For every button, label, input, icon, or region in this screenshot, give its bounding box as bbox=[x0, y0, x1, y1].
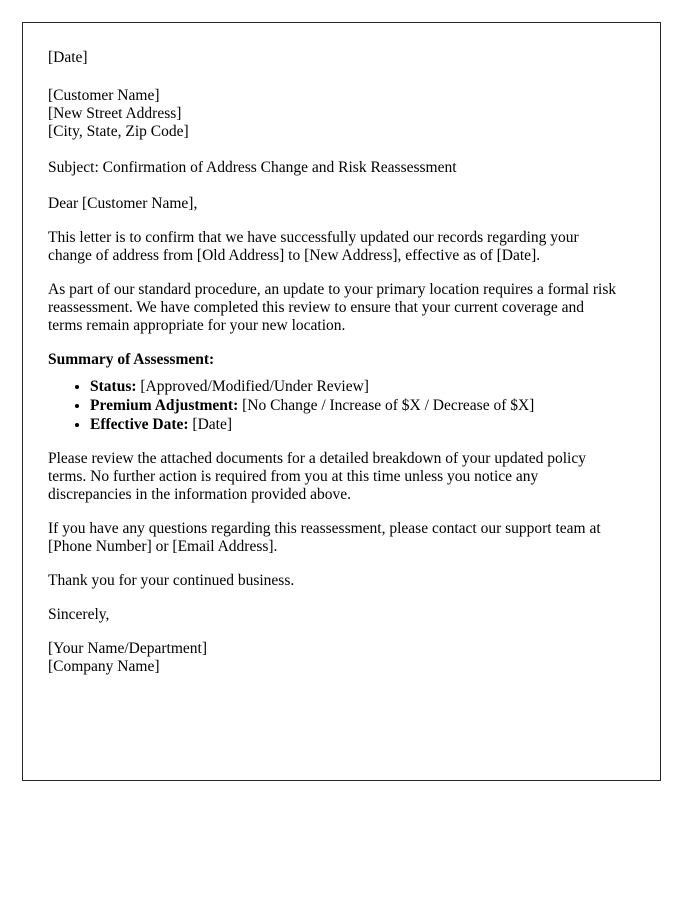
recipient-line-1: [Customer Name] bbox=[48, 87, 160, 104]
list-item bbox=[90, 396, 622, 415]
closing-line: Sincerely, bbox=[48, 606, 110, 623]
letter-body bbox=[23, 23, 660, 676]
recipient-address-block bbox=[48, 87, 622, 141]
summary-label-premium-adjustment: Premium Adjustment: bbox=[90, 397, 239, 414]
date-line: [Date] bbox=[48, 49, 88, 66]
recipient-line-3: [City, State, Zip Code] bbox=[48, 123, 189, 140]
summary-value-effective-date: [Date] bbox=[192, 416, 233, 433]
summary-label-effective-date: Effective Date: bbox=[90, 416, 189, 433]
document-page bbox=[22, 22, 661, 781]
list-item bbox=[90, 415, 622, 434]
subject-line: Subject: Confirmation of Address Change and Risk Reassessment bbox=[48, 159, 457, 176]
signature-line-1: [Your Name/Department] bbox=[48, 640, 207, 657]
summary-value-premium-adjustment: [No Change / Increase of $X / Decrease of $X] bbox=[242, 397, 535, 414]
paragraph-reassessment: As part of our standard procedure, an update to your primary location requires a formal risk reassessment. We have completed this review to ensure that your current coverage and terms remain appropriate for your new location. bbox=[48, 281, 617, 334]
summary-value-status: [Approved/Modified/Under Review] bbox=[140, 378, 369, 395]
list-item bbox=[90, 377, 622, 396]
summary-label-status: Status: bbox=[90, 378, 137, 395]
paragraph-thank-you: Thank you for your continued business. bbox=[48, 572, 295, 589]
summary-heading: Summary of Assessment: bbox=[48, 351, 215, 368]
signature-block bbox=[48, 640, 622, 676]
recipient-line-2: [New Street Address] bbox=[48, 105, 182, 122]
salutation: Dear [Customer Name], bbox=[48, 195, 198, 212]
paragraph-review-documents: Please review the attached documents for a detailed breakdown of your updated policy terms. No further action is required from you at this time unless you notice any discrepancies in the information provided above. bbox=[48, 450, 586, 503]
paragraph-contact-support: If you have any questions regarding this reassessment, please contact our support team at [Phone Number] or [Email Address]. bbox=[48, 520, 601, 555]
summary-list bbox=[48, 377, 622, 434]
paragraph-confirmation: This letter is to confirm that we have successfully updated our records regarding your change of address from [Old Address] to [New Address], effective as of [Date]. bbox=[48, 229, 579, 264]
signature-line-2: [Company Name] bbox=[48, 658, 160, 675]
